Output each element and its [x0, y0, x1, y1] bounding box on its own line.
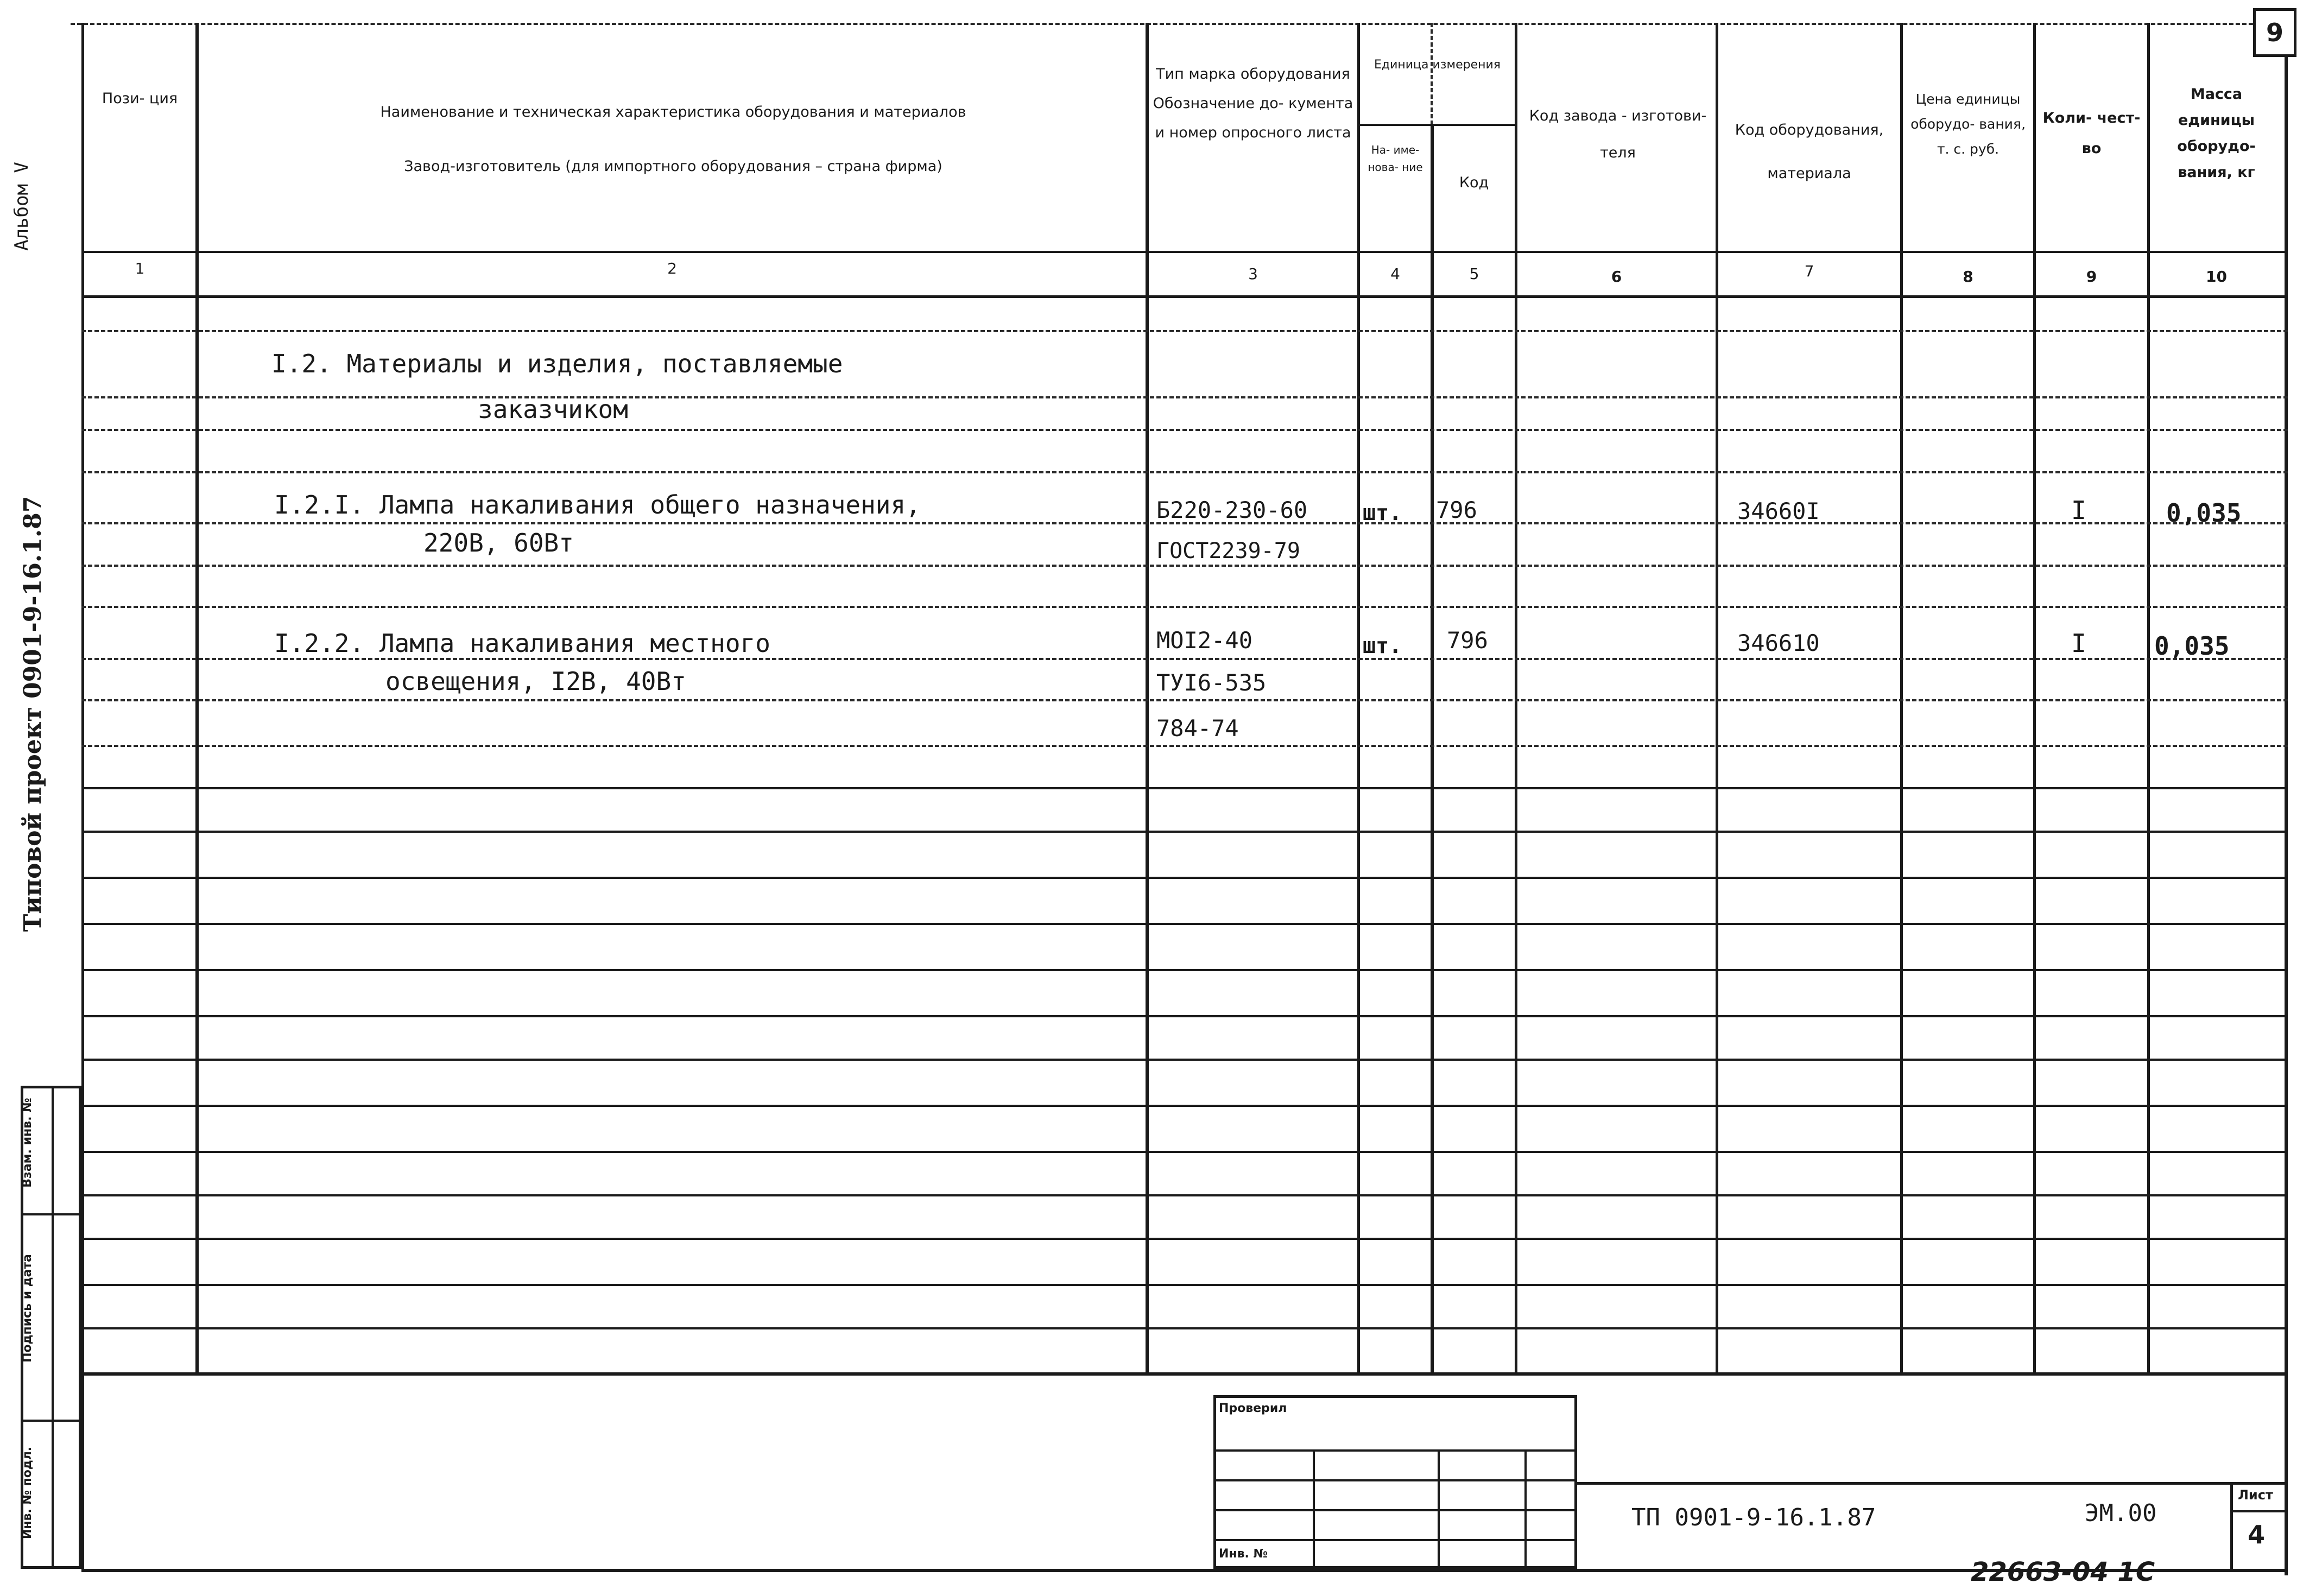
row1-unit-code: 796	[1436, 497, 1477, 523]
col-line-5	[1431, 125, 1434, 1373]
table-bottom-border	[81, 1569, 2288, 1572]
sig-col	[1438, 1449, 1440, 1569]
sheet-label: Лист	[2238, 1487, 2273, 1503]
page-number-box	[2253, 8, 2296, 57]
col-line-2	[195, 23, 199, 1375]
col-line-3	[1146, 23, 1149, 1375]
header-plant-code: Код завода - изготови- теля	[1529, 107, 1707, 161]
row-line	[81, 1059, 2288, 1061]
row-line	[81, 1284, 2288, 1286]
row1-qty: I	[2071, 496, 2086, 525]
header-unit-name: На- име- нова- ние	[1368, 143, 1423, 174]
section-title: I.2. Материалы и изделия, поставляемые	[271, 349, 843, 378]
header-bottom-line	[81, 251, 2288, 253]
col-line-7	[1716, 23, 1718, 1375]
row-line	[81, 699, 2288, 701]
col-num-6: 6	[1611, 268, 1622, 286]
album-label: Альбом V	[11, 162, 33, 251]
doc-code: ТП 0901-9-16.1.87	[1631, 1504, 1876, 1531]
table-right-border	[2285, 23, 2288, 1575]
col-num-1: 1	[135, 259, 145, 277]
row-line	[81, 969, 2288, 971]
inventory-label: Инв. №	[1219, 1547, 1268, 1561]
table-body-bottom-line	[81, 1372, 2288, 1376]
header-mass: Масса единицы оборудо- вания, кг	[2177, 86, 2256, 181]
col-num-3: 3	[1248, 265, 1258, 283]
row1-type-line1: Б220-230-60	[1156, 497, 1308, 523]
row-line	[81, 877, 2288, 879]
row-line	[81, 330, 2288, 332]
table-left-border	[81, 23, 84, 1570]
row1-name-line1: I.2.I. Лампа накаливания общего назначения,	[274, 490, 921, 520]
stamp-inv-replace: Взам. инв. №	[21, 1098, 34, 1188]
row-line	[81, 1238, 2288, 1240]
col-num-9: 9	[2086, 268, 2097, 286]
header-position: Пози- ция	[102, 90, 178, 107]
checked-label: Проверил	[1219, 1402, 1287, 1415]
col-line-8	[1900, 23, 1903, 1375]
sig-line	[1213, 1479, 1577, 1481]
project-label: Типовой проект 0901-9-16.1.87	[19, 496, 47, 932]
col-num-8: 8	[1963, 268, 1973, 286]
sig-line	[1213, 1449, 1577, 1452]
row-line	[81, 396, 2288, 398]
sheet-box-mid	[2230, 1510, 2286, 1512]
unit-subheader-line	[1357, 124, 1515, 126]
col-line-9	[2033, 23, 2036, 1375]
row2-name-line2: освещения, I2В, 40Вт	[385, 667, 686, 696]
col-num-5: 5	[1469, 265, 1479, 283]
doc-mark: ЭМ.00	[2085, 1499, 2157, 1527]
header-price: Цена единицы оборудо- вания, т. с. руб.	[1910, 91, 2026, 157]
col-num-7: 7	[1804, 262, 1814, 280]
header-qty: Коли- чест- во	[2042, 110, 2141, 157]
row-line	[81, 831, 2288, 833]
row-line	[81, 787, 2288, 789]
col-line-5-top	[1431, 23, 1433, 125]
row-line	[81, 1105, 2288, 1107]
col-num-4: 4	[1390, 265, 1400, 283]
col-line-10	[2147, 23, 2150, 1375]
section-subtitle: заказчиком	[478, 395, 628, 424]
sheet-box-left	[2230, 1482, 2233, 1569]
row1-unit: шт.	[1363, 501, 1402, 525]
col-line-6	[1515, 23, 1517, 1375]
row2-qty: I	[2071, 629, 2086, 658]
sheet-number: 4	[2248, 1520, 2266, 1549]
header-name-line1: Наименование и техническая характеристика оборудования и материалов	[380, 104, 966, 121]
footer-code: 22663-04 1С	[1971, 1557, 2155, 1587]
sig-col	[1524, 1449, 1527, 1569]
row-line	[81, 1015, 2288, 1017]
numbers-row-line	[81, 295, 2288, 298]
col-line-4	[1357, 23, 1360, 1375]
row-line	[81, 923, 2288, 925]
row2-equip-code: 346610	[1737, 630, 1820, 656]
row-line	[81, 606, 2288, 608]
row2-unit: шт.	[1363, 634, 1402, 658]
row-line	[81, 1327, 2288, 1329]
sig-line	[1213, 1539, 1577, 1541]
header-name-line2: Завод-изготовитель (для импортного оборудования – страна фирма)	[404, 158, 942, 175]
sig-col	[1313, 1449, 1315, 1569]
col-num-10: 10	[2206, 268, 2227, 286]
row1-mass: 0,035	[2166, 498, 2242, 528]
header-unit: Единица измерения	[1374, 58, 1501, 72]
signature-grid	[1213, 1395, 1577, 1569]
stamp-inv-original: Инв. № подл.	[21, 1446, 34, 1540]
row2-name-line1: I.2.2. Лампа накаливания местного	[274, 629, 770, 658]
row-line	[81, 745, 2288, 747]
stamp-signature-date: Подпись и дата	[21, 1254, 34, 1363]
stamp-divider-h	[23, 1420, 80, 1422]
sig-line	[1213, 1509, 1577, 1511]
header-equip-code: Код оборудования, материала	[1735, 122, 1884, 182]
row2-type-line1: МОI2-40	[1156, 627, 1253, 654]
row2-unit-code: 796	[1447, 627, 1488, 654]
row2-type-line3: 784-74	[1156, 715, 1239, 742]
row-line	[81, 429, 2288, 431]
row1-equip-code: 34660I	[1737, 498, 1820, 524]
stamp-divider-v	[52, 1088, 54, 1566]
row-line	[81, 471, 2288, 473]
header-unit-code: Код	[1459, 174, 1489, 191]
row-line	[81, 1194, 2288, 1196]
table-top-border	[71, 23, 2286, 25]
col-num-2: 2	[667, 259, 677, 277]
header-type: Тип марка оборудования Обозначение до- кумента и номер опросного листа	[1153, 66, 1353, 141]
title-top-line	[1577, 1482, 2286, 1485]
row1-type-line2: ГОСТ2239-79	[1156, 539, 1300, 563]
row-line	[81, 1151, 2288, 1153]
row2-type-line2: ТУI6-535	[1156, 669, 1267, 696]
page-number: 9	[2266, 18, 2283, 47]
row2-mass: 0,035	[2154, 631, 2230, 661]
row1-name-line2: 220В, 60Вт	[423, 528, 574, 558]
